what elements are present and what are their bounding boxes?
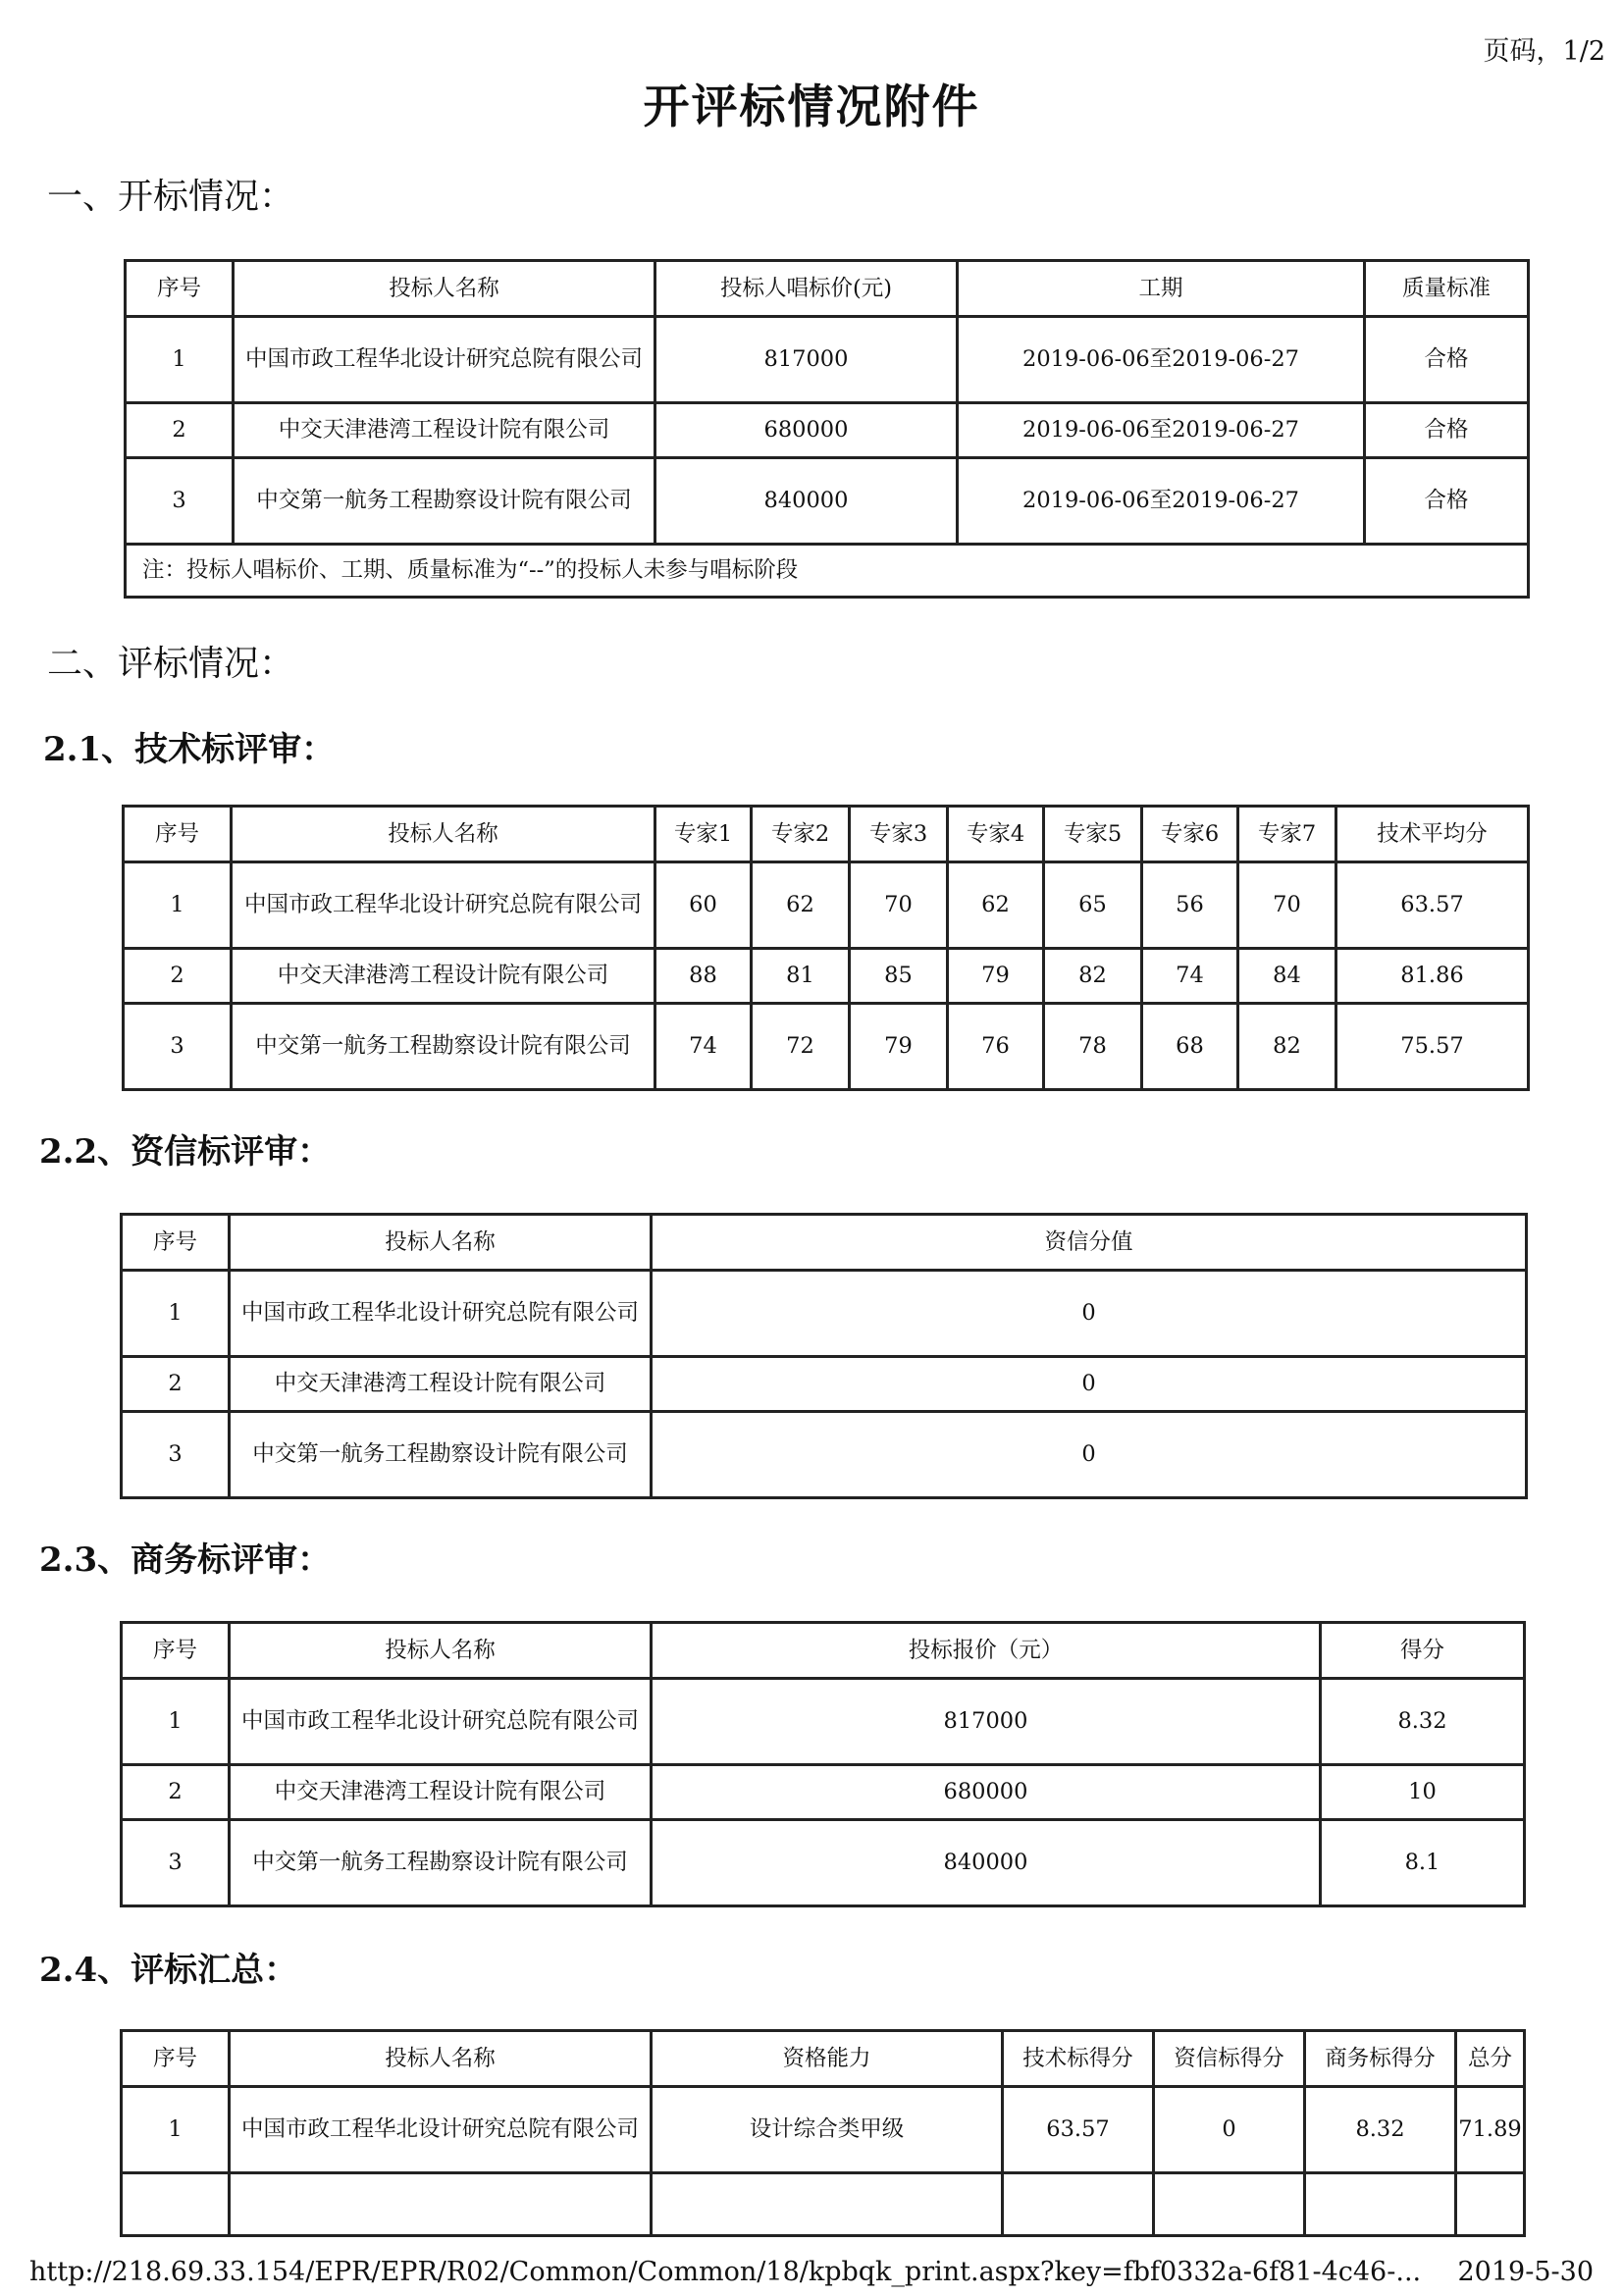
cell: 0 [652,1357,1527,1412]
cell: 合格 [1365,403,1529,458]
col-header: 总分 [1456,2031,1525,2087]
col-header: 技术平均分 [1336,807,1529,862]
cell: 68 [1142,1004,1238,1090]
cell: 72 [752,1004,850,1090]
col-header: 序号 [126,261,234,317]
cell: 3 [122,1412,230,1498]
cell: 74 [1142,949,1238,1004]
technical-table [122,805,1530,1091]
cell: 82 [1238,1004,1336,1090]
cell: 中国市政工程华北设计研究总院有限公司 [230,1271,652,1357]
cell: 2019-06-06至2019-06-27 [958,317,1365,403]
cell: 65 [1044,862,1142,949]
col-header: 序号 [122,1623,230,1679]
col-header: 投标报价（元） [652,1623,1321,1679]
cell-empty [230,2173,652,2236]
table-header-row [126,261,1529,317]
cell: 1 [122,2087,230,2173]
cell: 合格 [1365,317,1529,403]
opening-table [124,259,1530,599]
col-header: 序号 [122,1215,230,1271]
cell: 中交天津港湾工程设计院有限公司 [230,1765,652,1820]
cell: 70 [1238,862,1336,949]
cell: 8.32 [1321,1679,1525,1765]
cell: 79 [948,949,1044,1004]
page-number: 页码，1/2 [1483,36,1605,67]
table-row [122,1357,1527,1412]
cell: 中交天津港湾工程设计院有限公司 [230,1357,652,1412]
section-heading-credit: 2.2、资信标评审： [39,1132,332,1172]
cell-empty [1154,2173,1305,2236]
col-header: 资信分值 [652,1215,1527,1271]
table-row [122,1820,1525,1906]
cell: 8.1 [1321,1820,1525,1906]
table-row-empty [122,2173,1525,2236]
cell: 中交第一航务工程勘察设计院有限公司 [230,1412,652,1498]
cell: 75.57 [1336,1004,1529,1090]
table-header-row [124,807,1529,862]
cell-empty [122,2173,230,2236]
section-heading-technical: 2.1、技术标评审： [43,730,336,769]
cell: 设计综合类甲级 [652,2087,1003,2173]
cell: 63.57 [1336,862,1529,949]
cell: 3 [122,1820,230,1906]
table-row [122,1679,1525,1765]
cell-empty [1456,2173,1525,2236]
col-header: 投标人名称 [230,1215,652,1271]
summary-table [120,2029,1526,2237]
cell: 中国市政工程华北设计研究总院有限公司 [232,862,655,949]
cell: 840000 [652,1820,1321,1906]
table-row [126,317,1529,403]
table-row [124,862,1529,949]
col-header: 序号 [122,2031,230,2087]
cell: 840000 [655,458,958,545]
cell: 中国市政工程华北设计研究总院有限公司 [230,1679,652,1765]
cell: 2019-06-06至2019-06-27 [958,403,1365,458]
page-title: 开评标情况附件 [643,80,980,134]
cell: 88 [655,949,752,1004]
cell: 中交天津港湾工程设计院有限公司 [234,403,655,458]
col-header: 专家5 [1044,807,1142,862]
cell: 0 [1154,2087,1305,2173]
cell: 81.86 [1336,949,1529,1004]
cell: 680000 [655,403,958,458]
cell: 0 [652,1412,1527,1498]
col-header: 质量标准 [1365,261,1529,317]
col-header: 资格能力 [652,2031,1003,2087]
cell: 81 [752,949,850,1004]
cell-empty [652,2173,1003,2236]
cell: 2 [122,1357,230,1412]
cell-empty [1003,2173,1154,2236]
footer-url: http://218.69.33.154/EPR/EPR/R02/Common/Common/18/kpbqk_print.aspx?key=fbf0332a-6f81-4c46-... [29,2257,1422,2287]
table-row [122,1412,1527,1498]
cell: 2019-06-06至2019-06-27 [958,458,1365,545]
cell: 3 [124,1004,232,1090]
cell: 76 [948,1004,1044,1090]
commercial-table [120,1621,1526,1907]
cell: 70 [850,862,948,949]
col-header: 专家7 [1238,807,1336,862]
cell: 1 [122,1679,230,1765]
col-header: 得分 [1321,1623,1525,1679]
cell: 84 [1238,949,1336,1004]
cell: 680000 [652,1765,1321,1820]
cell: 60 [655,862,752,949]
cell: 63.57 [1003,2087,1154,2173]
table-row [124,1004,1529,1090]
cell: 3 [126,458,234,545]
table-row [122,1271,1527,1357]
footer-date: 2019-5-30 [1457,2257,1594,2287]
cell: 中交第一航务工程勘察设计院有限公司 [230,1820,652,1906]
cell: 2 [126,403,234,458]
col-header: 专家3 [850,807,948,862]
cell: 74 [655,1004,752,1090]
col-header: 专家6 [1142,807,1238,862]
cell: 85 [850,949,948,1004]
cell: 中交第一航务工程勘察设计院有限公司 [232,1004,655,1090]
cell: 0 [652,1271,1527,1357]
col-header: 商务标得分 [1305,2031,1456,2087]
cell: 817000 [655,317,958,403]
cell: 中交天津港湾工程设计院有限公司 [232,949,655,1004]
cell: 56 [1142,862,1238,949]
cell: 中国市政工程华北设计研究总院有限公司 [234,317,655,403]
section-heading-commercial: 2.3、商务标评审： [39,1540,332,1580]
col-header: 序号 [124,807,232,862]
credit-table [120,1213,1528,1499]
col-header: 投标人唱标价(元) [655,261,958,317]
cell: 中国市政工程华北设计研究总院有限公司 [230,2087,652,2173]
table-note: 注：投标人唱标价、工期、质量标准为“--”的投标人未参与唱标阶段 [126,545,1529,598]
col-header: 技术标得分 [1003,2031,1154,2087]
col-header: 资信标得分 [1154,2031,1305,2087]
table-row [126,403,1529,458]
col-header: 专家1 [655,807,752,862]
col-header: 投标人名称 [232,807,655,862]
table-header-row [122,1215,1527,1271]
cell: 合格 [1365,458,1529,545]
col-header: 专家2 [752,807,850,862]
table-header-row [122,2031,1525,2087]
cell: 1 [124,862,232,949]
section-heading-summary: 2.4、评标汇总： [39,1951,298,1990]
cell: 62 [752,862,850,949]
cell: 817000 [652,1679,1321,1765]
cell: 中交第一航务工程勘察设计院有限公司 [234,458,655,545]
cell: 71.89 [1456,2087,1525,2173]
cell: 8.32 [1305,2087,1456,2173]
cell: 10 [1321,1765,1525,1820]
col-header: 投标人名称 [230,2031,652,2087]
col-header: 工期 [958,261,1365,317]
cell: 2 [124,949,232,1004]
cell: 62 [948,862,1044,949]
cell: 2 [122,1765,230,1820]
col-header: 投标人名称 [234,261,655,317]
table-row [124,949,1529,1004]
cell-empty [1305,2173,1456,2236]
col-header: 投标人名称 [230,1623,652,1679]
col-header: 专家4 [948,807,1044,862]
table-row [126,458,1529,545]
section-heading-opening: 一、开标情况： [47,177,295,217]
cell: 1 [122,1271,230,1357]
table-note-row [126,545,1529,598]
table-row [122,1765,1525,1820]
cell: 78 [1044,1004,1142,1090]
section-heading-evaluation: 二、评标情况： [47,644,295,684]
cell: 79 [850,1004,948,1090]
table-row [122,2087,1525,2173]
cell: 1 [126,317,234,403]
cell: 82 [1044,949,1142,1004]
table-header-row [122,1623,1525,1679]
